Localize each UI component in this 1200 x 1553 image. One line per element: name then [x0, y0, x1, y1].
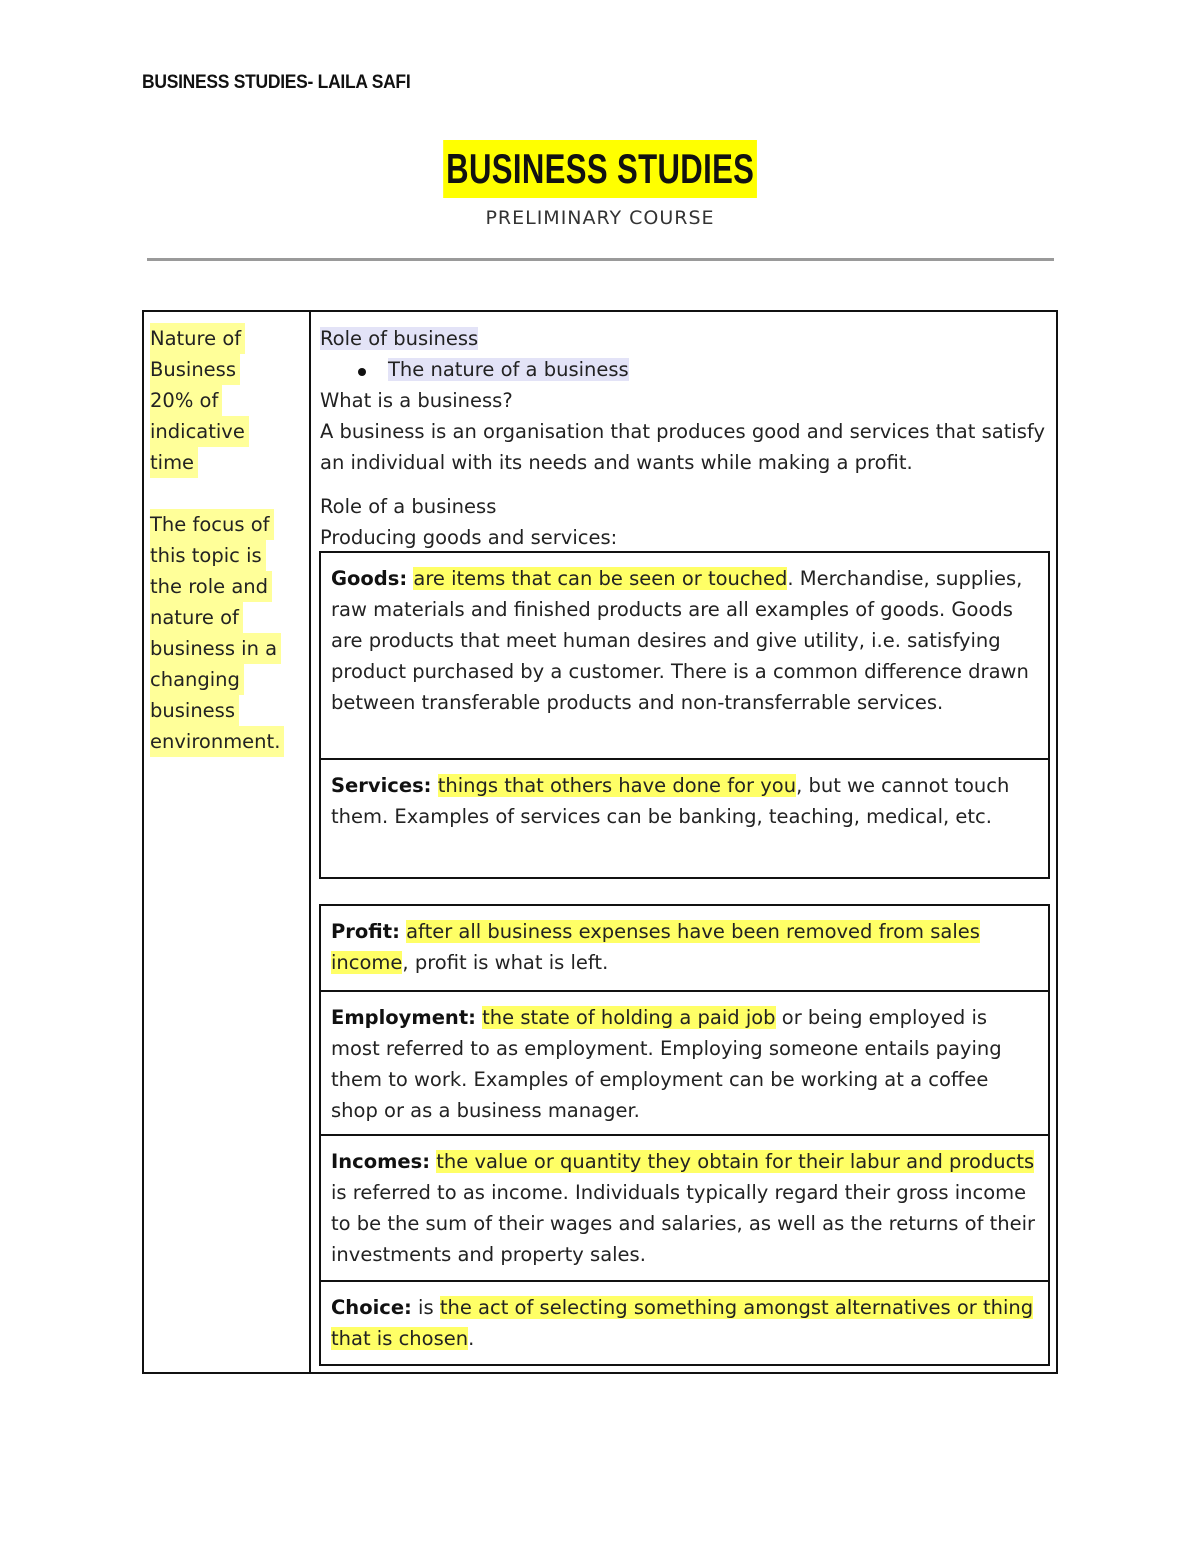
profit-term: Profit:: [331, 920, 400, 943]
left-column: [150, 323, 300, 757]
employment-rest: or being employed is most referred to as employment. Employing someone entails paying them to work. Examples of employment can be working at a coffee shop or as a business manager.: [331, 1006, 1002, 1122]
left-line: time: [150, 447, 198, 478]
goods-term: Goods:: [331, 567, 408, 590]
choice-term: Choice:: [331, 1296, 412, 1319]
services-highlight: things that others have done for you: [437, 774, 797, 797]
services-term: Services:: [331, 774, 432, 797]
left-line: changing: [150, 664, 244, 695]
left-line: this topic is: [150, 540, 266, 571]
role-heading: Role of a business: [320, 495, 497, 518]
left-line: The focus of: [150, 509, 274, 540]
left-line: environment.: [150, 726, 284, 757]
left-line: business: [150, 695, 239, 726]
profit-cell: [321, 906, 1048, 992]
goods-cell: [321, 553, 1048, 760]
incomes-term: Incomes:: [331, 1150, 431, 1173]
goods-highlight: are items that can be seen or touched: [413, 567, 788, 590]
bullet-text: The nature of a business: [388, 358, 629, 381]
goods-rest: . Merchandise, supplies, raw materials and finished products are all examples of goods. Goods are products that meet human desires and give utility, i.e. satisfying product purchased by a customer. There is a common difference drawn between transferable products and non-transferrable services.: [331, 567, 1029, 714]
profit-highlight: after all business expenses have been removed from sales income: [331, 920, 980, 974]
section-heading: Role of business: [320, 327, 479, 350]
title-divider: [147, 258, 1054, 261]
right-column-intro: [320, 323, 1050, 553]
definition-text: A business is an organisation that produces good and services that satisfy an individual with its needs and wants while making a profit.: [320, 420, 1045, 474]
left-line: the role and: [150, 571, 272, 602]
employment-cell: [321, 992, 1048, 1136]
choice-rest: .: [468, 1327, 475, 1350]
left-line: nature of: [150, 602, 243, 633]
goods-services-box: [319, 551, 1050, 879]
incomes-cell: [321, 1136, 1048, 1282]
incomes-highlight: the value or quantity they obtain for their labur and products: [436, 1150, 1035, 1173]
producing-text: Producing goods and services:: [320, 526, 618, 549]
left-line: business in a: [150, 633, 281, 664]
running-header: BUSINESS STUDIES- LAILA SAFI: [142, 72, 411, 93]
left-line: Nature of: [150, 323, 245, 354]
employment-term: Employment:: [331, 1006, 476, 1029]
bullet-item: [320, 354, 1050, 385]
employment-highlight: the state of holding a paid job: [482, 1006, 776, 1029]
choice-highlight: the act of selecting something amongst alternatives or thing that is chosen: [331, 1296, 1034, 1350]
services-rest: , but we cannot touch them. Examples of services can be banking, teaching, medical, etc.: [331, 774, 1010, 828]
bullet-icon: [358, 368, 366, 376]
left-line: 20% of: [150, 385, 222, 416]
incomes-rest: is referred to as income. Individuals typically regard their gross income to be the sum of their wages and salaries, as well as the returns of their investments and property sales.: [331, 1181, 1036, 1266]
document-title-wrap: [0, 140, 1200, 198]
services-cell: [321, 760, 1048, 877]
document-subtitle: PRELIMINARY COURSE: [485, 207, 715, 229]
choice-cell: [321, 1282, 1048, 1364]
left-line: Business: [150, 354, 240, 385]
document-title: BUSINESS STUDIES: [443, 140, 757, 198]
column-divider: [309, 310, 311, 1374]
terms-box: [319, 904, 1050, 1366]
choice-pre: is: [411, 1296, 440, 1319]
question-text: What is a business?: [320, 389, 513, 412]
profit-rest: , profit is what is left.: [402, 951, 609, 974]
left-line: indicative: [150, 416, 249, 447]
